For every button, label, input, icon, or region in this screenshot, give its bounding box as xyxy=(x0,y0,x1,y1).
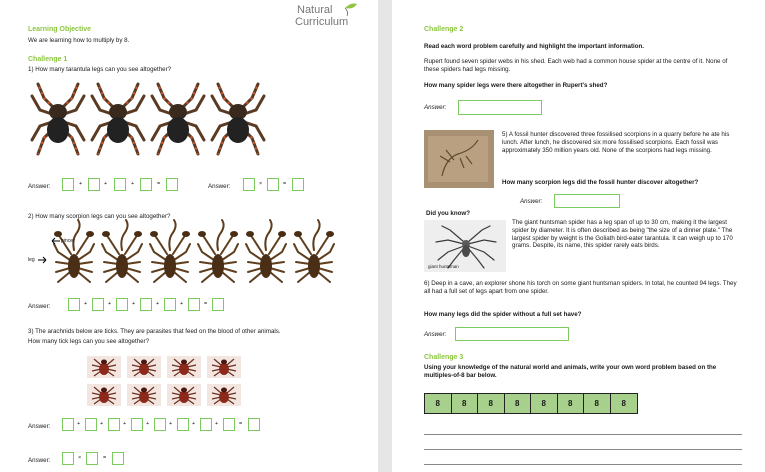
fossil-scorpion-image xyxy=(424,130,494,188)
answer-label-q1b: Answer: xyxy=(208,183,231,190)
problem-rupert-text: Rupert found seven spider webs in his shed. Each web had a common house spider at the centre of it. None of these spiders had legs missing. xyxy=(424,58,728,73)
answer-box[interactable] xyxy=(292,178,304,191)
question3-line1: 3) The arachnids below are ticks. They are parasites that feed on the blood of other animals. xyxy=(28,328,281,335)
plus-sign: + xyxy=(146,421,150,427)
answer-label-problem6: Answer: xyxy=(424,331,447,338)
bar-cell: 8 xyxy=(611,394,638,413)
plus-sign: + xyxy=(132,301,136,307)
plus-sign: + xyxy=(156,301,160,307)
plus-sign: + xyxy=(84,301,88,307)
writing-line[interactable] xyxy=(424,434,742,435)
answer-box[interactable] xyxy=(114,178,126,191)
plus-sign: + xyxy=(192,421,196,427)
natural-curriculum-logo xyxy=(293,2,373,30)
writing-line[interactable] xyxy=(424,464,742,465)
answer-box[interactable] xyxy=(88,178,100,191)
answer-box[interactable] xyxy=(223,418,235,431)
times-sign: × xyxy=(78,455,82,461)
answer-box[interactable] xyxy=(166,178,178,191)
question3-line2: How many tick legs can you see altogether? xyxy=(28,338,150,345)
pointer-arrow-icon xyxy=(50,238,60,244)
pointer-arrow-icon xyxy=(38,257,48,263)
problem5-question: How many scorpion legs did the fossil hunter discover altogether? xyxy=(502,179,699,186)
answer-label-q1a: Answer: xyxy=(28,183,51,190)
plus-sign: + xyxy=(215,421,219,427)
tick-images xyxy=(84,354,264,410)
logo-line2: Curriculum xyxy=(295,16,349,28)
learning-objective-text: We are learning how to multiply by 8. xyxy=(28,37,130,44)
answer-box[interactable] xyxy=(243,178,255,191)
answer-label-problem5: Answer: xyxy=(520,198,543,205)
leg-label: leg xyxy=(28,257,35,263)
answer-label-rupert: Answer: xyxy=(424,104,447,111)
question2-text: 2) How many scorpion legs can you see altogether? xyxy=(28,213,171,220)
plus-sign: + xyxy=(169,421,173,427)
plus-sign: + xyxy=(77,421,81,427)
answer-box[interactable] xyxy=(177,418,189,431)
equals-sign: = xyxy=(204,301,208,307)
times-sign: × xyxy=(259,181,263,187)
worksheet-page-1 xyxy=(0,0,378,472)
equals-sign: = xyxy=(283,181,287,187)
bar-cell: 8 xyxy=(531,394,558,413)
plus-sign: + xyxy=(108,301,112,307)
answer-field-problem5[interactable] xyxy=(554,194,620,208)
challenge2-instruction: Read each word problem carefully and highlight the important information. xyxy=(424,43,645,50)
bar-cell: 8 xyxy=(505,394,532,413)
answer-label-q2: Answer: xyxy=(28,303,51,310)
answer-box[interactable] xyxy=(62,452,74,465)
answer-box[interactable] xyxy=(92,298,104,311)
answer-box[interactable] xyxy=(62,418,74,431)
equals-sign: = xyxy=(239,421,243,427)
did-you-know-title: Did you know? xyxy=(426,210,470,217)
plus-sign: + xyxy=(104,181,108,187)
did-you-know-text: The giant huntsman spider has a leg span of up to 30 cm, making it the largest spider by diameter. It is often described as being "the size of a dinner plate." The largest spider by weight is the Goliath bird-eater tarantula. It can weigh up to 170 grams. Despite, its name, this spider rarely eats birds. xyxy=(512,219,733,250)
answer-box[interactable] xyxy=(188,298,200,311)
scorpion-images xyxy=(28,230,348,290)
problem6-question: How many legs did the spider without a full set have? xyxy=(424,311,582,318)
bar-cell: 8 xyxy=(452,394,479,413)
answer-box[interactable] xyxy=(62,178,74,191)
plus-sign: + xyxy=(123,421,127,427)
answer-box[interactable] xyxy=(212,298,224,311)
challenge3-title: Challenge 3 xyxy=(424,354,464,361)
challenge1-title: Challenge 1 xyxy=(28,56,68,63)
worksheet-page-2 xyxy=(392,0,765,472)
logo-line1: Natural xyxy=(297,4,333,16)
answer-box[interactable] xyxy=(86,452,98,465)
bar-cell: 8 xyxy=(584,394,611,413)
bar-cell: 8 xyxy=(478,394,505,413)
challenge3-text: Using your knowledge of the natural world and animals, write your own word problem based on the multiples-of-8 bar below. xyxy=(424,364,717,379)
answer-box[interactable] xyxy=(164,298,176,311)
plus-sign: + xyxy=(79,181,83,187)
question1-text: 1) How many tarantula legs can you see altogether? xyxy=(28,66,172,73)
answer-field-rupert[interactable] xyxy=(458,100,542,115)
answer-field-problem6[interactable] xyxy=(455,327,569,341)
learning-objective-title: Learning Objective xyxy=(28,26,92,33)
huntsman-caption: giant huntsman xyxy=(428,264,459,269)
bar-cell: 8 xyxy=(425,394,452,413)
multiples-of-8-bar xyxy=(424,393,638,414)
plus-sign: + xyxy=(100,421,104,427)
answer-box[interactable] xyxy=(140,178,152,191)
answer-box[interactable] xyxy=(112,452,124,465)
answer-box[interactable] xyxy=(85,418,97,431)
answer-box[interactable] xyxy=(116,298,128,311)
answer-label-q3b: Answer: xyxy=(28,457,51,464)
plus-sign: + xyxy=(131,181,135,187)
answer-box[interactable] xyxy=(248,418,260,431)
answer-box[interactable] xyxy=(68,298,80,311)
answer-box[interactable] xyxy=(140,298,152,311)
answer-box[interactable] xyxy=(200,418,212,431)
bar-cell: 8 xyxy=(558,394,585,413)
pincer-label: pincer xyxy=(61,238,75,244)
plus-sign: + xyxy=(180,301,184,307)
equals-sign: = xyxy=(157,181,161,187)
answer-box[interactable] xyxy=(108,418,120,431)
challenge2-title: Challenge 2 xyxy=(424,26,464,33)
answer-label-q3a: Answer: xyxy=(28,423,51,430)
problem6-text: 6) Deep in a cave, an explorer shone his torch on some giant huntsman spiders. In total, he counted 94 legs. They all had a full set of legs apart from one spider. xyxy=(424,280,737,295)
answer-box[interactable] xyxy=(154,418,166,431)
problem-rupert-question: How many spider legs were there altogether in Rupert's shed? xyxy=(424,82,608,89)
writing-line[interactable] xyxy=(424,449,742,450)
equals-sign: = xyxy=(103,455,107,461)
answer-box[interactable] xyxy=(267,178,279,191)
tarantula-images xyxy=(28,78,268,168)
answer-box[interactable] xyxy=(131,418,143,431)
problem5-text: 5) A fossil hunter discovered three fossilised scorpions in a quarry before he ate his lunch. After lunch, he discovered six more fossilised scorpions. Each fossil was approximately 350 million years old. None of the scorpions had legs missing. xyxy=(502,131,730,154)
